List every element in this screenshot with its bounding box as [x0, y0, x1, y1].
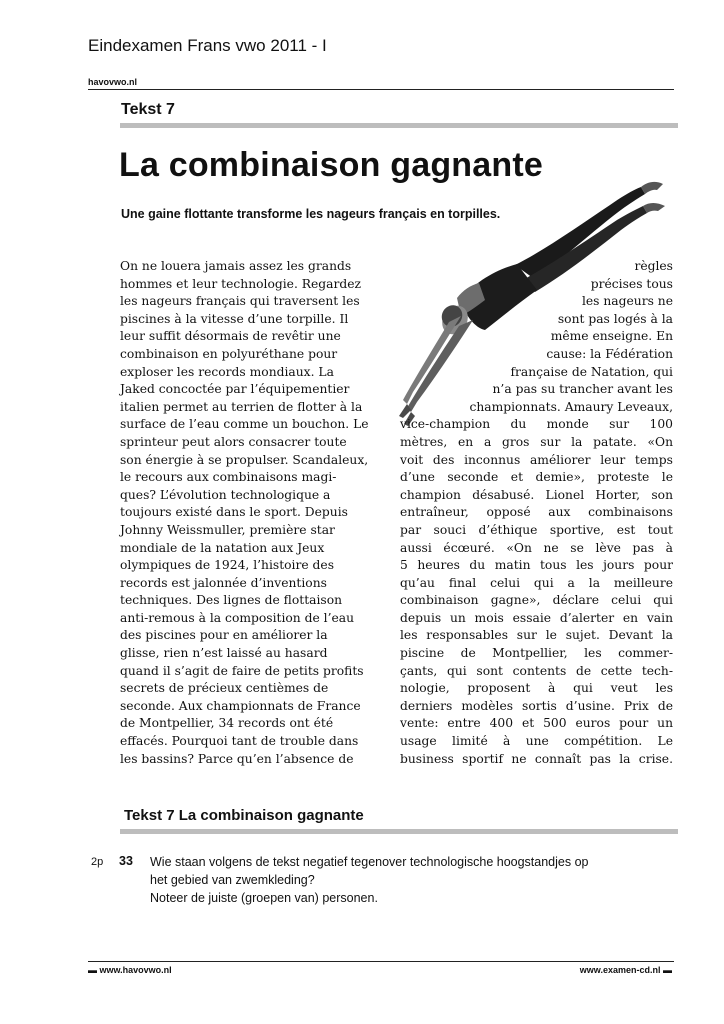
- footer-link-havovwo[interactable]: ▬ www.havovwo.nl: [88, 965, 172, 975]
- article-line: anti-remous à la composition de l’eau: [120, 610, 355, 625]
- article-line: Jaked concoctée par l’équipementier: [120, 382, 350, 397]
- article-line: On ne louera jamais assez les grands: [120, 259, 352, 273]
- article-line: hommes et leur technologie. Regardez: [120, 276, 362, 291]
- article-column-left: [120, 258, 380, 768]
- exam-title: Eindexamen Frans vwo 2011 - I: [88, 36, 327, 55]
- article-line: aussi écœuré. «On ne se lève pas à: [400, 540, 673, 555]
- article-line: par souci d’éthique sportive, est tout: [400, 522, 673, 537]
- article-line: championnats. Amaury Leveaux,: [469, 399, 673, 414]
- article-line: précises tous: [590, 276, 673, 291]
- question-divider: [120, 829, 678, 834]
- article-line: voit des inconnus améliorer leur temps: [400, 452, 673, 467]
- article-line: glisse, rien n’est laissé au hasard: [120, 646, 328, 661]
- footer-divider: [88, 961, 674, 962]
- article-line: d’une seconde et demie», proteste le: [400, 470, 673, 485]
- article-line: son énergie à se propulser. Scandaleux,: [120, 452, 369, 467]
- article-line: même enseigne. En: [550, 329, 673, 344]
- article-line: sprinteur peut alors consacrer toute: [120, 434, 347, 449]
- article-line: piscines à la vitesse d’une torpille. Il: [120, 311, 349, 326]
- article-line: effacés. Pourquoi tant de trouble dans: [120, 734, 359, 749]
- question-points: 2p: [91, 856, 104, 868]
- article-line: çants, qui sont contents de cette tech-: [400, 663, 673, 678]
- article-line: ques? L’évolution technologique a: [120, 487, 331, 502]
- question-number: 33: [119, 854, 133, 868]
- article-title: La combinaison gagnante: [119, 146, 543, 184]
- question-text: [150, 853, 670, 907]
- section-label: Tekst 7: [121, 101, 175, 118]
- site-label: havovwo.nl: [88, 77, 138, 87]
- article-line: vice-champion du monde sur 100: [400, 417, 673, 432]
- article-line: mètres, en a gros sur la patate. «On: [400, 434, 673, 449]
- article-line: le recours aux combinaisons magi-: [120, 470, 337, 485]
- article-line: qu’au final celui qui a la meilleure: [400, 575, 673, 590]
- article-line: piscine de Montpellier, les commer-: [400, 646, 673, 661]
- article-line: derniers modèles sortis d’usine. Prix de: [400, 698, 673, 713]
- article-line: des piscines pour en améliorer la: [120, 628, 328, 643]
- header-divider: [88, 89, 674, 90]
- article-line: secrets de précieux centièmes de: [120, 681, 329, 696]
- article-line: techniques. Des lignes de flottaison: [120, 593, 343, 608]
- article-line: nologie, proposent à qui veut les: [400, 681, 673, 696]
- article-line: sont pas logés à la: [557, 311, 673, 326]
- article-subtitle: Une gaine flottante transforme les nageurs français en torpilles.: [121, 207, 501, 221]
- article-line: combinaison en polyuréthane pour: [120, 346, 338, 361]
- question-line: het gebied van zwemkleding?: [150, 873, 315, 887]
- footer-link-examen-cd[interactable]: www.examen-cd.nl ▬: [579, 965, 672, 975]
- article-line: les nageurs français qui traversent les: [120, 294, 360, 309]
- question-line: Wie staan volgens de tekst negatief tegenover technologische hoogstandjes op: [150, 855, 589, 869]
- article-line: de Montpellier, 34 records ont été: [120, 716, 334, 731]
- article-line: combinaison gagne», déclare celui qui: [400, 593, 673, 608]
- article-line: champion désabusé. Lionel Horter, son: [400, 487, 673, 502]
- article-column-right: [400, 258, 673, 768]
- article-line: toujours existé dans le sport. Depuis: [120, 505, 348, 520]
- article-line: exploser les records mondiaux. La: [120, 364, 334, 379]
- article-line: française de Natation, qui: [510, 364, 673, 379]
- article-line: depuis un mois essaie d’alerter en vain: [400, 610, 673, 625]
- article-line: règles: [634, 259, 673, 273]
- article-line: cause: la Fédération: [546, 346, 673, 361]
- section-divider: [120, 123, 678, 128]
- article-line: quand il s’agit de faire de petits profits: [120, 663, 364, 678]
- article-line: n’a pas su trancher avant les: [492, 382, 673, 397]
- article-line: les responsables sur le sujet. Devant la: [400, 628, 673, 643]
- article-line: business sportif ne connaît pas la crise.: [400, 751, 673, 766]
- article-line: surface de l’eau comme un bouchon. Le: [120, 417, 369, 432]
- article-line: les nageurs ne: [581, 294, 673, 309]
- article-line: seconde. Aux championnats de France: [120, 698, 361, 713]
- article-line: records est jalonnée d’inventions: [120, 575, 327, 590]
- question-line: Noteer de juiste (groepen van) personen.: [150, 891, 378, 905]
- article-line: Johnny Weissmuller, première star: [120, 522, 335, 537]
- article-line: mondiale de la natation aux Jeux: [120, 540, 325, 555]
- article-line: usage limité à une compétition. Le: [400, 734, 673, 749]
- article-line: leur suffit désormais de revêtir une: [120, 329, 341, 344]
- article-line: entraîneur, opposé aux combinaisons: [400, 505, 673, 520]
- article-line: olympiques de 1924, l’histoire des: [120, 558, 335, 573]
- article-line: 5 heures du matin tous les jours pour: [400, 558, 673, 573]
- article-line: les bassins? Parce qu’en l’absence de: [120, 751, 354, 766]
- question-section-title: Tekst 7 La combinaison gagnante: [124, 807, 364, 824]
- article-line: italien permet au terrien de flotter à la: [120, 399, 363, 414]
- article-line: vente: entre 400 et 500 euros pour un: [400, 716, 673, 731]
